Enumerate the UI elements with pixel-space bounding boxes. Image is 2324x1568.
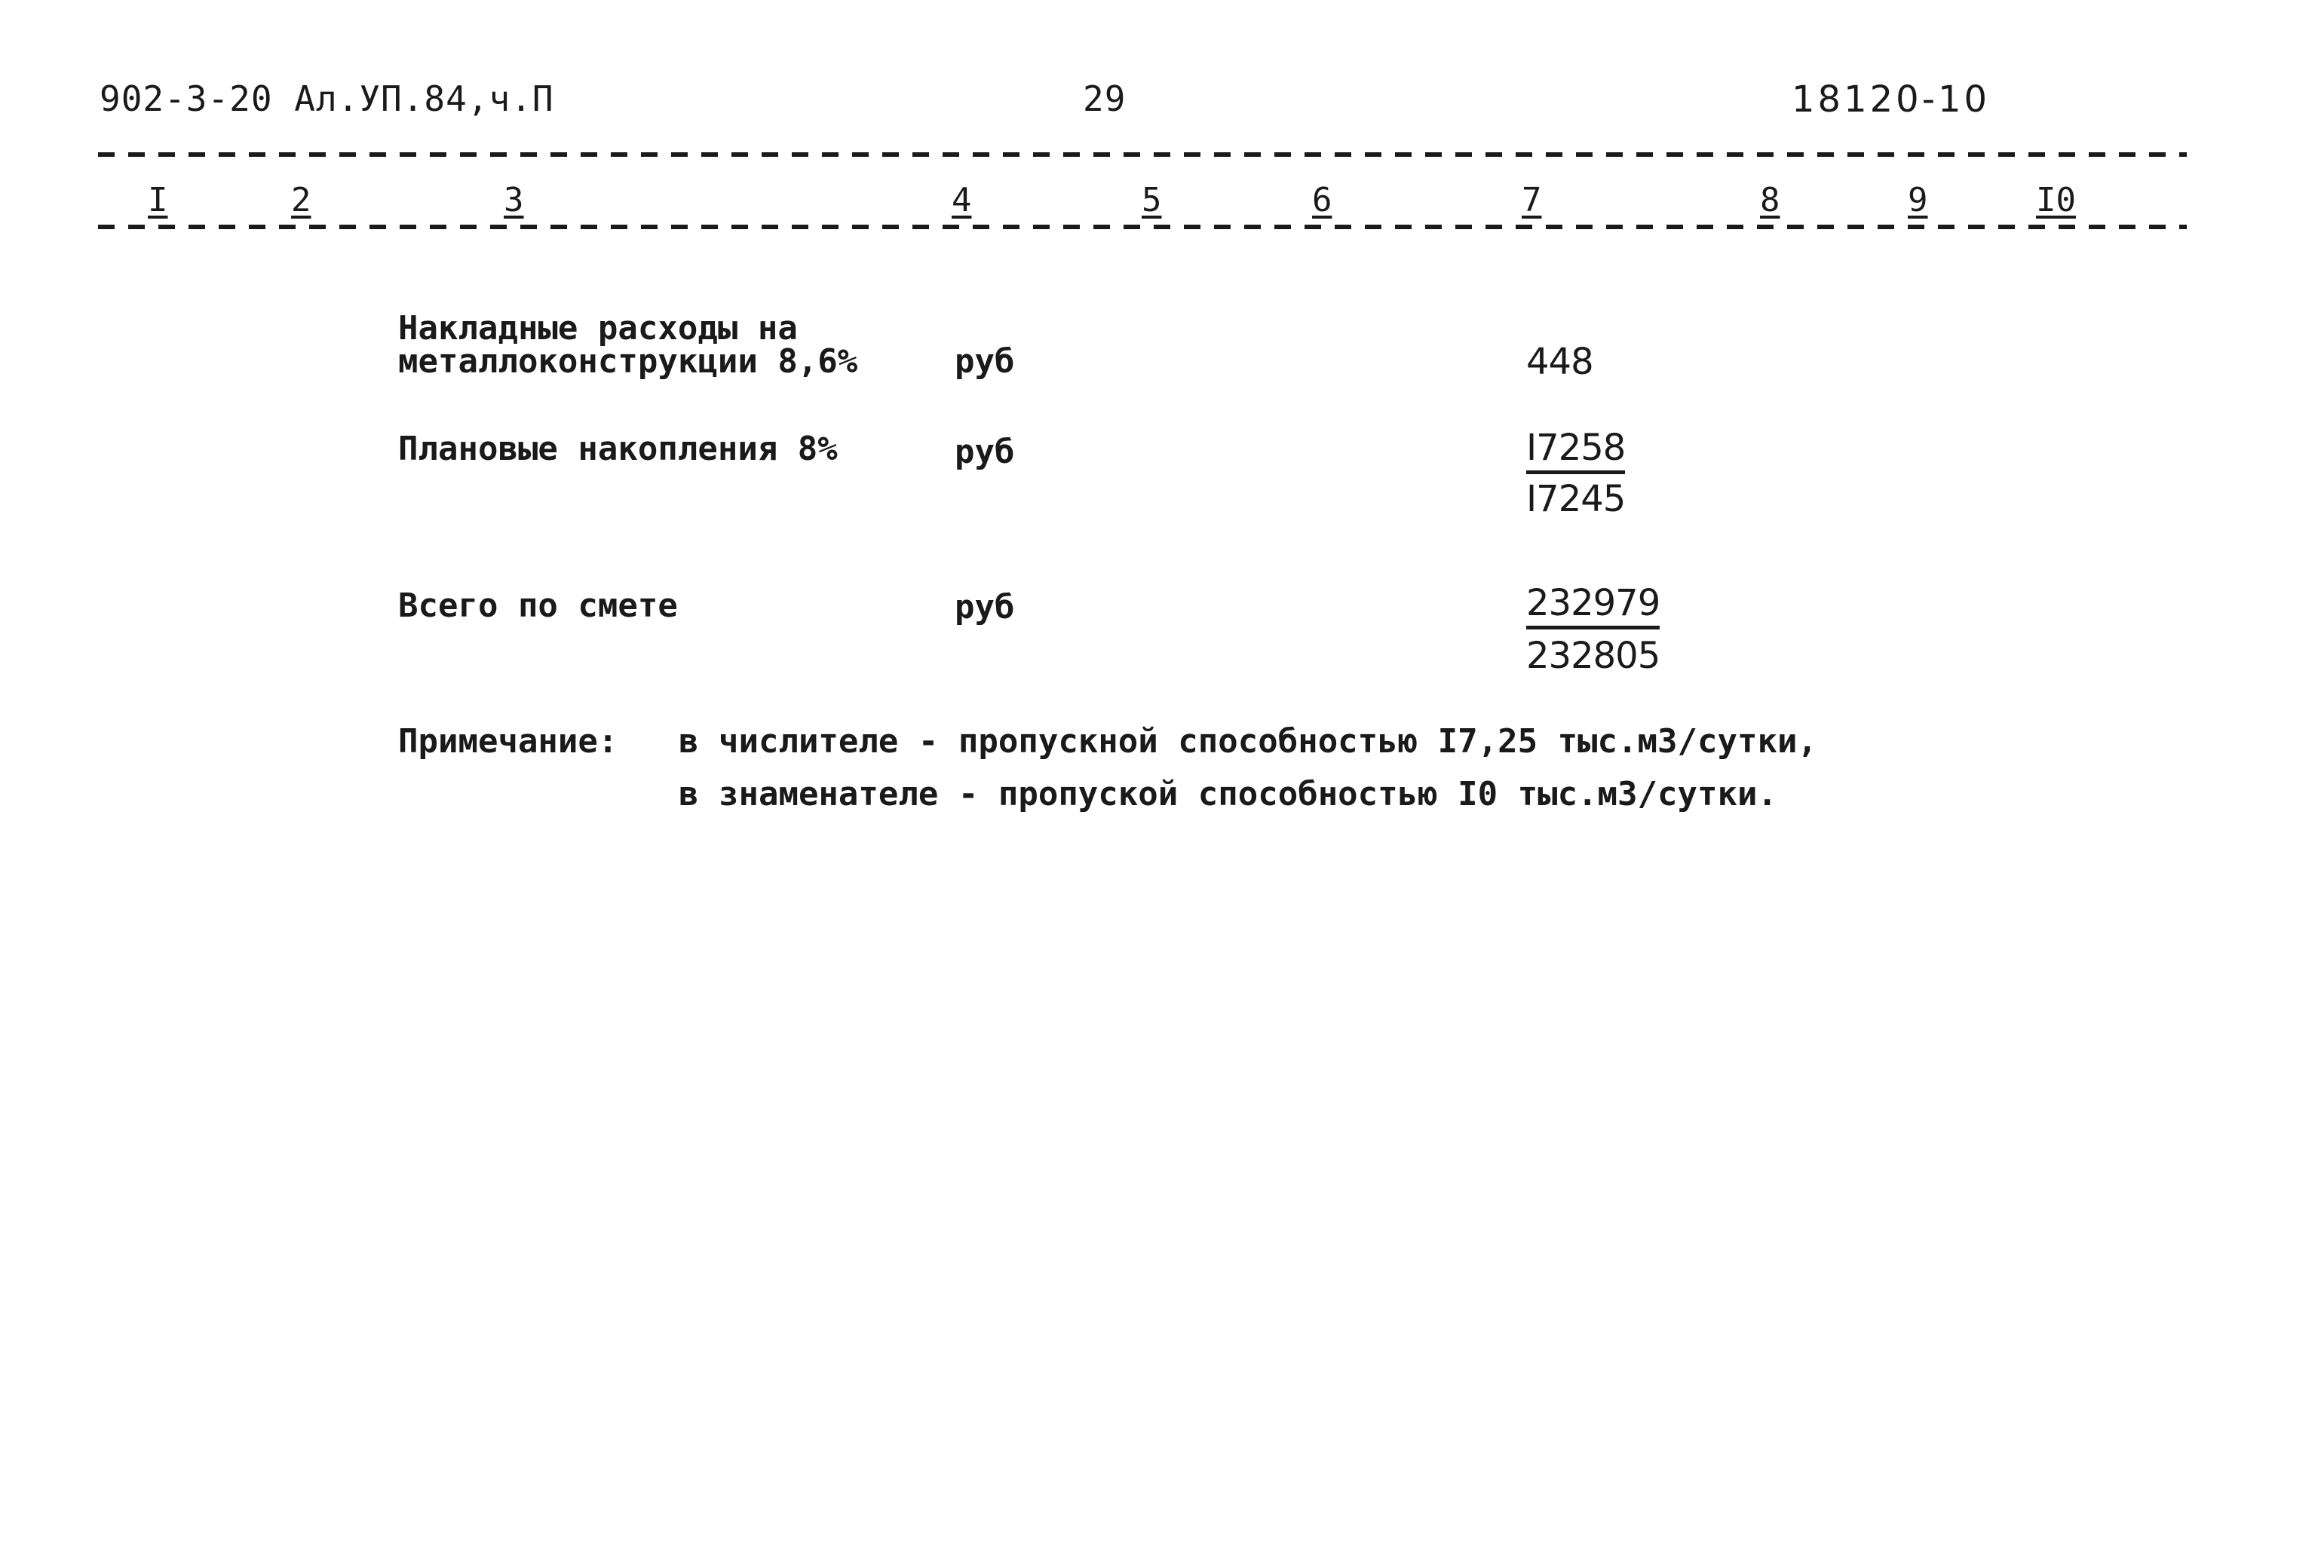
note-line: в знаменателе - пропуской способностью I0 тыс.м3/сутки. [679, 775, 1777, 813]
note-label: Примечание: [398, 722, 618, 761]
row-value: 448 [1526, 341, 1593, 383]
row-label: Накладные расходы на [398, 309, 798, 348]
document-code: 902-3-20 Ал.УП.84,ч.П [100, 78, 554, 119]
column-number: I [148, 181, 168, 219]
page-number: 29 [1083, 78, 1127, 119]
row-label: металлоконструкции 8,6% [398, 342, 858, 381]
column-number: 8 [1760, 181, 1780, 219]
row-value-denominator: 232805 [1526, 635, 1660, 677]
row-value-numerator: 232979 [1526, 582, 1660, 629]
row-label: Плановые накопления 8% [398, 430, 838, 468]
row-value-denominator: I7245 [1526, 478, 1626, 520]
dashed-rule-top [98, 152, 2187, 157]
column-number: I0 [2036, 181, 2076, 219]
column-number: 3 [504, 181, 524, 219]
column-number: 6 [1312, 181, 1332, 219]
dashed-rule-bottom [98, 225, 2187, 229]
column-number: 9 [1908, 181, 1928, 219]
row-unit: руб [955, 342, 1015, 381]
row-value-numerator: I7258 [1526, 427, 1625, 474]
row-unit: руб [955, 433, 1015, 471]
column-number: 7 [1522, 181, 1542, 219]
note-line: в числителе - пропускной способностью I7,25 тыс.м3/сутки, [679, 722, 1817, 761]
row-unit: руб [955, 588, 1015, 626]
column-number: 4 [952, 181, 972, 219]
column-number: 2 [291, 181, 311, 219]
column-number: 5 [1142, 181, 1162, 219]
row-label: Всего по смете [398, 586, 678, 625]
sheet-number: 18120-10 [1792, 78, 1991, 121]
